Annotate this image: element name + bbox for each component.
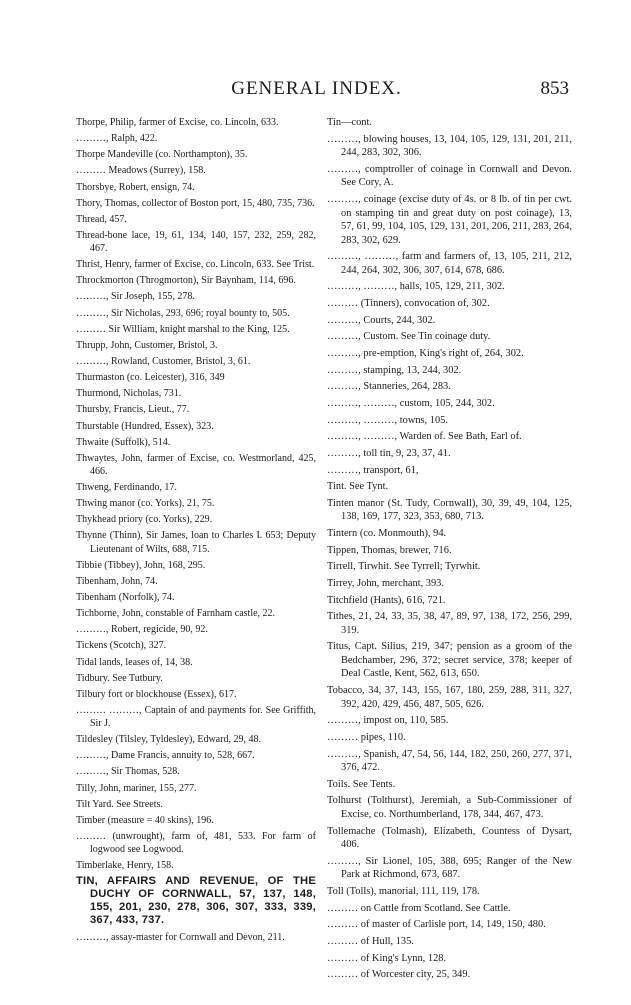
index-entry: Thykhead priory (co. Yorks), 229. [76,514,213,526]
index-entry: ………, transport, 61, [327,464,419,476]
index-entry: ………, stamping, 13, 244, 302. [327,364,462,376]
index-entry: Tinten manor (St. Tudy, Cornwall), 30, 39, 49, 104, 125, 138, 169, 177, 323, 353, 680, 713. [327,497,572,523]
index-entry: ………, Sir Nicholas, 293, 696; royal bounty to, 505. [76,307,290,319]
index-entry: Tolhurst (Tolthurst), Jeremiah, a Sub-Commissioner of Excise, co. Northumberland, 178, 344, 467, 473. [327,795,572,820]
index-entry: Tibenham, John, 74. [76,575,158,587]
index-entry: Tint. See Tynt. [327,481,389,493]
index-entry: Tichborne, John, constable of Farnham castle, 22. [76,608,276,620]
index-entry: Thread-bone lace, 19, 61, 134, 140, 157, 232, 259, 282, 467. [76,229,316,255]
running-title: GENERAL INDEX. [231,78,402,99]
index-entry: Throckmorton (Throgmorton), Sir Baynham, 114, 696. [76,275,296,287]
page-header [64,78,569,100]
index-entry: ………, ………, halls, 105, 129, 211, 302. [327,281,505,293]
index-entry: Tibbie (Tibbey), John, 168, 295. [76,559,206,571]
index-entry: ……… of King's Lynn, 128. [327,952,447,964]
index-entry: ……… pipes, 110. [327,731,406,743]
index-entry: ………, toll tin, 9, 23, 37, 41. [327,447,451,459]
index-entry: Thwing manor (co. Yorks), 21, 75. [76,498,215,510]
index-entry: Thrist, Henry, farmer of Excise, co. Lincoln, 633. See Trist. [76,259,315,271]
index-entry: Timber (measure = 40 skins), 196. [76,814,214,826]
index-entry: ………, Courts, 244, 302. [327,314,436,326]
index-entry: ………, ………, farm and farmers of, 13, 105, 211, 212, 244, 264, 302, 306, 307, 614, 678, 686. [327,251,572,276]
index-entry: Tilbury fort or blockhouse (Essex), 617. [76,688,237,700]
index-entry: Tippen, Thomas, brewer, 716. [327,544,452,556]
index-entry: ……… (unwrought), farm of, 481, 533. For farm of logwood see Logwood. [76,830,316,855]
index-entry: ………, ………, towns, 105. [327,414,448,426]
index-entry: ……… Meadows (Surrey), 158. [76,165,206,177]
index-entry: ……… Sir William, knight marshal to the King, 125. [76,323,290,335]
index-entry: ………, pre-emption, King's right of, 264, 302. [327,348,524,360]
index-entry: ………, ………, Warden of. See Bath, Earl of. [327,431,522,443]
index-entry: ……… of Hull, 135. [327,935,414,947]
index-entry: Tirrell, Tirwhit. See Tyrrell; Tyrwhit. [327,561,481,573]
index-entry: Thwaite (Suffolk), 514. [76,436,171,448]
index-entry: ……… ………, Captain of and payments for. See Griffith, Sir J. [76,704,316,729]
right-column [327,116,572,985]
index-entry: Thory, Thomas, collector of Boston port, 15, 480, 735, 736. [76,197,315,209]
index-entry: Tidbury. See Tutbury. [76,672,163,684]
index-entry: ………, Dame Francis, annuity to, 528, 667. [76,750,255,762]
index-entry: Thurmaston (co. Leicester), 316, 349 [76,372,225,384]
index-entry: ………, Custom. See Tin coinage duty. [327,331,491,343]
index-entry: Thorpe, Philip, farmer of Excise, co. Lincoln, 633. [76,117,279,128]
index-entry: Tintern (co. Monmouth), 94. [327,528,447,539]
index-entry: ……… of master of Carlisle port, 14, 149, 150, 480. [327,919,546,931]
index-entry: ……… (Tinners), convocation of, 302. [327,298,490,310]
index-entry: Tidal lands, leases of, 14, 38. [76,656,193,668]
index-entry: Thursby, Francis, Lieut., 77. [76,404,190,416]
index-entry: Thynne (Thinn), Sir James, loan to Charles I. 653; Deputy Lieutenant of Wilts, 688, 715. [76,530,316,555]
index-entry: Thorsbye, Robert, ensign, 74. [76,181,195,193]
index-entry: ………, Sir Lionel, 105, 388, 695; Ranger of the New Park at Richmond, 673, 687. [327,855,572,881]
index-entry: Tildesley (Tilsley, Tyldesley), Edward, 29, 48. [76,734,261,746]
index-entry: Thweng, Ferdinando, 17. [76,482,177,494]
index-entry: Titchfield (Hants), 616, 721. [327,594,446,606]
index-entry: ………, Rowland, Customer, Bristol, 3, 61. [76,356,251,368]
index-entry: ………, assay-master for Cornwall and Devon, 211. [76,931,285,943]
index-entry: Tilt Yard. See Streets. [76,798,163,810]
index-entry: Tollemache (Tolmash), Elizabeth, Countess of Dysart, 406. [327,825,572,851]
index-entry: Tickens (Scotch), 327. [76,640,167,652]
page-number: 853 [540,78,569,99]
index-entry: Thread, 457. [76,213,127,225]
index-entry: ………, Robert, regicide, 90, 92. [76,624,208,636]
index-entry: Tibenham (Norfolk), 74. [76,591,175,603]
index-entry: Toll (Tolls), manorial, 111, 119, 178. [327,885,480,897]
index-entry: ………, coinage (excise duty of 4s. or 8 lb. of tin per cwt. on stamping tin and great duty on post coinage), 13, 57, 61, 99, 104, 105, 129, 131, 201, 206, 211, 283, 264, 283, 302, 629. [327,194,572,246]
index-entry: ………, Spanish, 47, 54, 56, 144, 182, 250, 260, 277, 371, 376, 472. [327,748,572,774]
index-entry: ………, Sir Thomas, 528. [76,766,180,778]
index-entry: Thorpe Mandeville (co. Northampton), 35. [76,149,248,161]
index-entry: Toils. See Tents. [327,778,396,790]
index-entry: ………, comptroller of coinage in Cornwall and Devon. See Cory, A. [327,163,572,189]
index-entry: ………, Sir Joseph, 155, 278. [76,291,195,303]
index-entry: ……… on Cattle from Scotland. See Cattle. [327,902,511,914]
index-entry: Timberlake, Henry, 158. [76,860,174,872]
index-entry: Tin—cont. [327,117,372,128]
index-entry: TIN, AFFAIRS AND REVENUE, OF THE DUCHY OF CORNWALL, 57, 137, 148, 155, 201, 230, 278, 306, 307, 333, 339, 367, 433, 737. [76,875,316,927]
index-entry: Titus, Capt. Silius, 219, 347; pension as a groom of the Bedchamber, 296, 372; secret service, 378; keeper of Deal Castle, Kent, 562, 613, 650. [327,641,572,680]
index-entry: Tithes, 21, 24, 33, 35, 38, 47, 89, 97, 138, 172, 256, 299, 319. [327,611,572,636]
index-entry: ………, Ralph, 422. [76,133,158,145]
index-entry: Thrupp, John, Customer, Bristol, 3. [76,339,218,351]
index-entry: ………, blowing houses, 13, 104, 105, 129, 131, 201, 211, 244, 283, 302, 306. [327,133,572,159]
index-entry: Thurstable (Hundred, Essex), 323. [76,420,214,432]
index-entry: Tirrey, John, merchant, 393. [327,577,444,589]
index-entry: Thwaytes, John, farmer of Excise, co. Westmorland, 425, 466. [76,452,316,477]
index-entry: ……… of Worcester city, 25, 349. [327,969,471,981]
index-entry: Tilly, John, mariner, 155, 277. [76,782,197,794]
index-entry: Thurmond, Nicholas, 731. [76,388,182,400]
index-entry: ………, impost on, 110, 585. [327,715,449,727]
left-column [76,116,316,947]
index-entry: ………, ………, custom, 105, 244, 302. [327,397,495,409]
index-entry: Tobacco, 34, 37, 143, 155, 167, 180, 259, 288, 311, 327, 392, 420, 429, 456, 487, 505, 626. [327,685,572,710]
index-entry: ………, Stanneries, 264, 283. [327,381,451,393]
